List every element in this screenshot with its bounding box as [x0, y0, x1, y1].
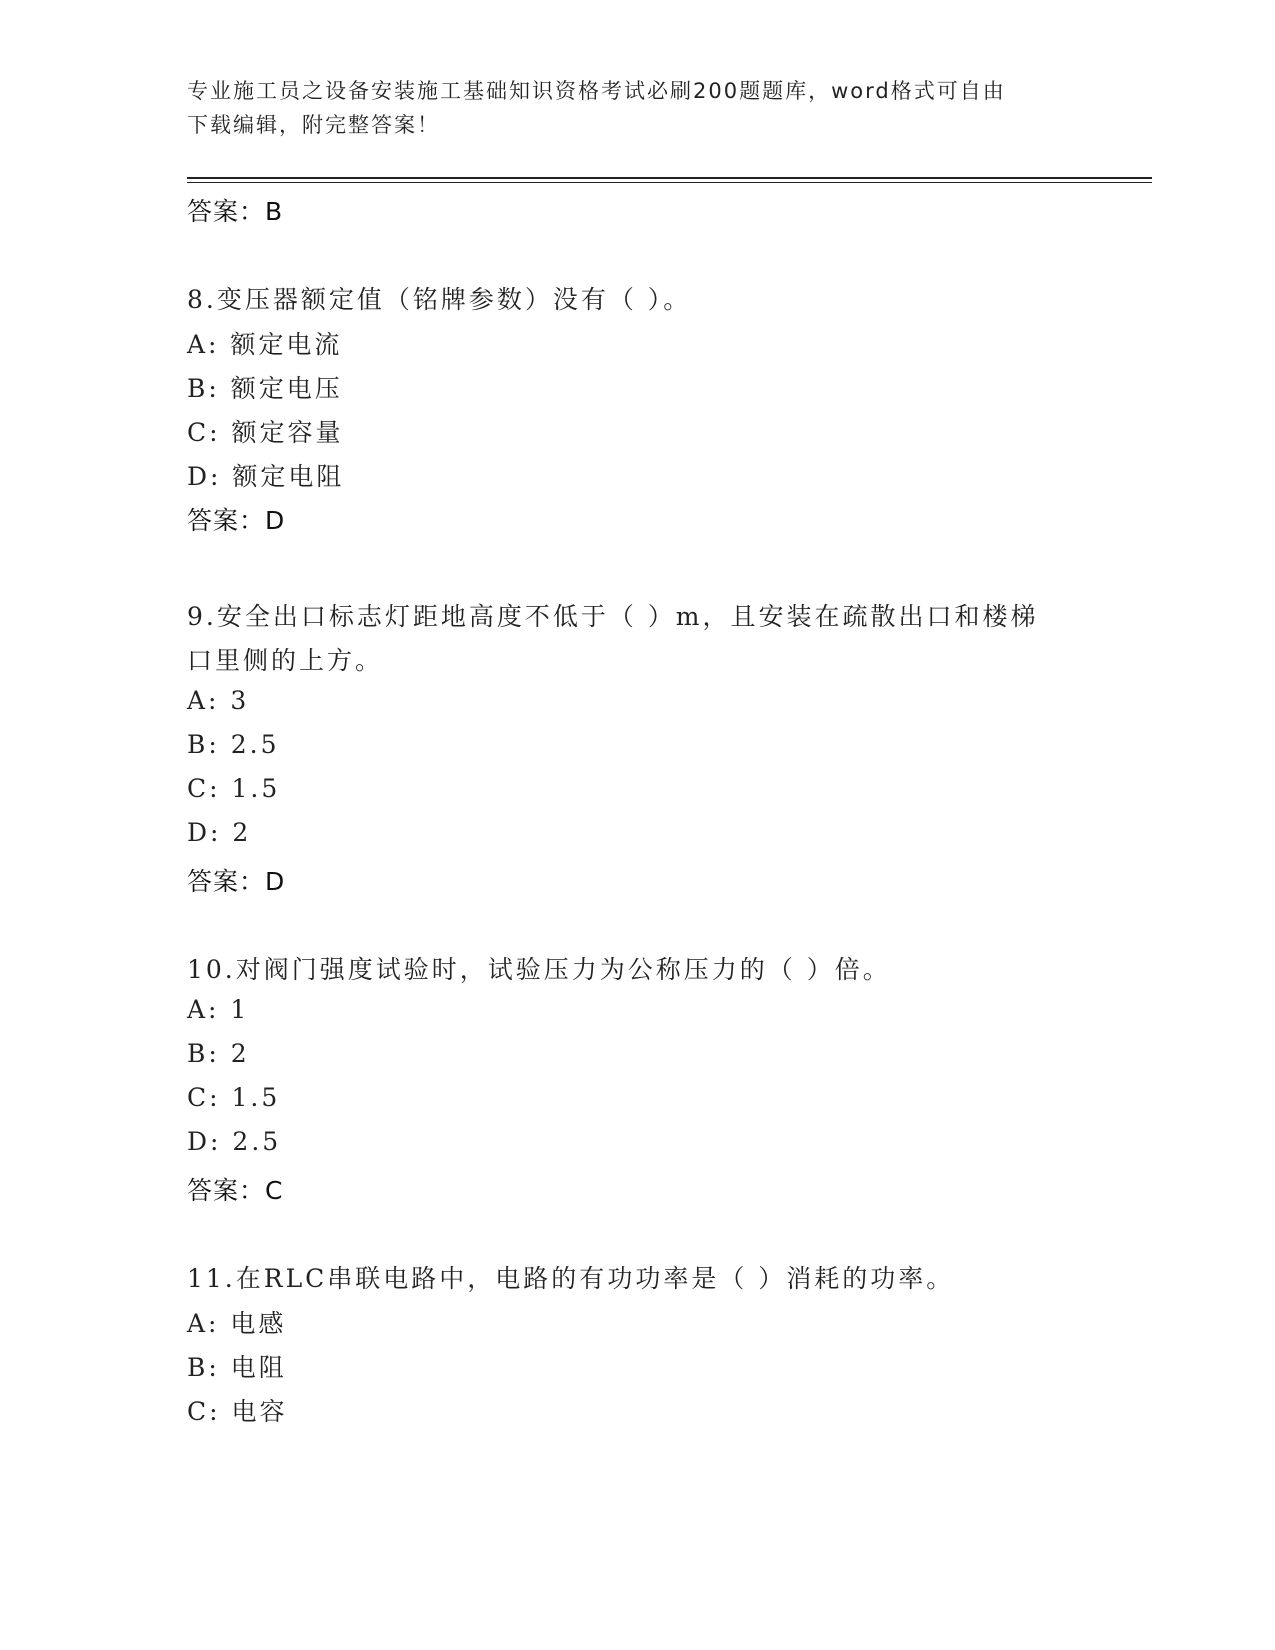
q8-option-a: A: 额定电流	[187, 330, 343, 359]
q9-answer: 答案：D	[187, 867, 286, 896]
q9-option-d: D: 2	[187, 818, 252, 847]
header-title-line-2: 下载编辑，附完整答案！	[187, 113, 440, 137]
q8-option-d: D: 额定电阻	[187, 462, 345, 491]
q9-stem-line-1: 9.安全出口标志灯距地高度不低于（ ）m，且安装在疏散出口和楼梯	[187, 602, 1039, 631]
q8-option-b: B: 额定电压	[187, 374, 343, 403]
header-rule-thin	[187, 182, 1152, 183]
q10-stem: 10.对阀门强度试验时，试验压力为公称压力的（ ）倍。	[187, 955, 891, 984]
q11-stem: 11.在RLC串联电路中，电路的有功功率是（ ）消耗的功率。	[187, 1264, 955, 1293]
document-header	[187, 74, 1067, 142]
q8-answer: 答案：D	[187, 506, 286, 535]
q10-option-c: C: 1.5	[187, 1083, 281, 1112]
q9-option-c: C: 1.5	[187, 774, 281, 803]
q11-option-b: B: 电阻	[187, 1353, 287, 1382]
answer-prev: 答案：B	[187, 197, 284, 226]
q11-option-a: A: 电感	[187, 1309, 287, 1338]
q11-option-c: C: 电容	[187, 1397, 288, 1426]
q9-option-b: B: 2.5	[187, 730, 280, 759]
header-rule-thick	[187, 177, 1152, 179]
q10-option-a: A: 1	[187, 995, 250, 1024]
q10-option-b: B: 2	[187, 1039, 250, 1068]
q10-option-d: D: 2.5	[187, 1127, 282, 1156]
header-title-line-1: 专业施工员之设备安装施工基础知识资格考试必刷200题题库，word格式可自由	[187, 79, 1006, 103]
q8-option-c: C: 额定容量	[187, 418, 344, 447]
q9-option-a: A: 3	[187, 686, 250, 715]
q8-stem: 8.变压器额定值（铭牌参数）没有（ ）。	[187, 285, 692, 314]
q10-answer: 答案：C	[187, 1176, 284, 1205]
q9-stem-line-2: 口里侧的上方。	[187, 646, 384, 675]
